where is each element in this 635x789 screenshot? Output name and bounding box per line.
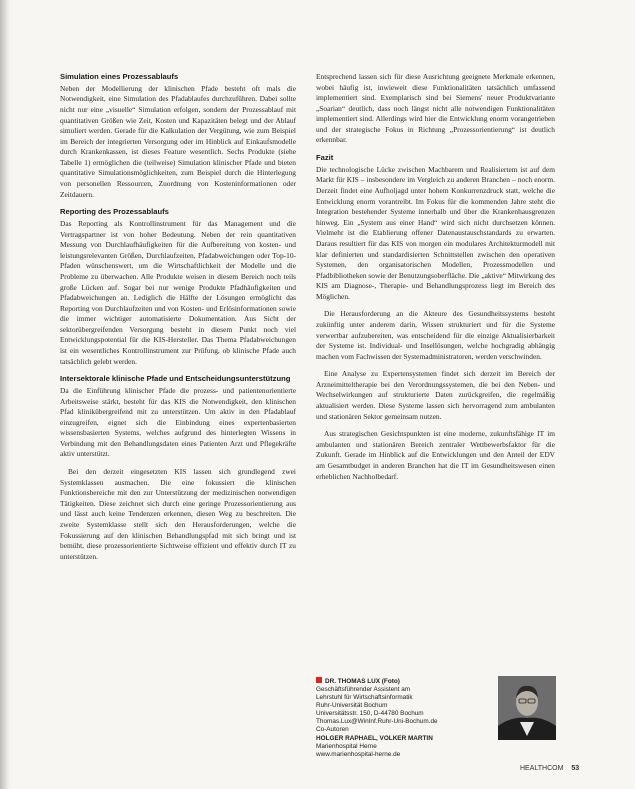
paragraph: Entsprechend lassen sich für diese Ausrichtung geeignete Merkmale erkennen, wobei häufig ist, inwieweit diese Funktionalitäten tatsächlich umfassend implementiert sind. Exemplarisch sind bei Siemens' neuer Produktvariante „Soarian“ deutlich, dass noch längst nicht alle notwendigen Funktionalitäten implementiert sind. Allerdings wird hier die Entwicklung enorm vorangetrieben und der strategische Fokus in Richtung „Prozessorientierung“ ist deutlich erkennbar.: [316, 72, 555, 145]
author-affiliation-line: Ruhr-Universität Bochum: [316, 702, 388, 709]
section-heading: Intersektorale klinische Pfade und Entscheidungsunterstützung: [60, 374, 291, 384]
author-affiliation-line: Geschäftsführender Assistent am: [316, 686, 411, 693]
coauthor-org: Marienhospital Herne: [316, 743, 377, 750]
coauthor-url: www.marienhospital-herne.de: [316, 751, 401, 758]
author-name: DR. THOMAS LUX (Foto): [325, 678, 400, 685]
paragraph: Neben der Modellierung der klinischen Pfade besteht oft mals die Notwendigkeit, eine Simulation des Pfadablaufes durchzuführen. Dabei sollte nicht nur eine „visuelle“ Simulation erfolgen, sondern der Prozessablauf mit quantitativen Größen wie Zeit, Kosten und Kapazitäten belegt und der Ablauf simuliert werden. Gerade für die Kalkulation der Vergütung, wie zum Beispiel im Bereich der integrierten Versorgung oder im Hinblick auf Einkaufsmodelle durch Krankenkassen, ist dieses Feature wesentlich. Sechs Produkte (siehe Tabelle 1) ermöglichen die (teilweise) Simulation klinischer Pfade und bieten quantitative Simulationsmöglichkeiten, zum Beispiel durch die Hinterlegung von personellen Ressourcen, Zuordnung von Kosteninformationen oder Zeitdauern.: [60, 83, 296, 199]
coauthor-intro: Co-Autoren: [316, 726, 349, 733]
section-heading: Fazit: [316, 153, 334, 163]
page-binding-shadow: [0, 0, 10, 789]
author-photo: [498, 676, 556, 740]
page-footer: [520, 765, 579, 772]
section-heading: Reporting des Prozessablaufs: [60, 207, 169, 217]
paragraph: Die technologische Lücke zwischen Machbarem und Realisiertem ist auf dem Markt für KIS – insbesondere im Vergleich zu anderen Branchen – noch enorm. Derzeit findet eine Aufholjagd unter hohem Konkurrenzdruck statt, welche die Entwicklung enorm vorantreibt. Im Fokus für die kommenden Jahre steht die Integration bestehender Systeme innerhalb und über die Krankenhausgrenzen hinweg. Ein „System aus einer Hand“ wird sich nicht durchsetzen können. Vielmehr ist die Etablierung offener Datenaustauschstandards zu erwarten. Daraus resultiert für das KIS von morgen ein modulares Architekturmodell mit klar definierten und standardisierten Schnittstellen zwischen den operativen Systemen, den organisatorischen Modellen, Prozessmodellen und Pfadbibliotheken sowie der Benutzungsoberfläche. Die „aktive“ Mitwirkung des KIS am Diagnose-, Therapie- und Behandlungsprozess liegt im Bereich des Möglichen.: [316, 164, 555, 301]
paragraph: Die Herausforderung an die Akteure des Gesundheitssystems besteht zukünftig unter anderem darin, Wissen strukturiert und für die Systeme verwertbar aufzubereiten, was entscheidend für die einzige Aktualisierbarkeit der Systeme ist. Individual- und Insellösungen, welche hochgradig abhängig machen vom Fachwissen der Systemadministratoren, werden verschwinden.: [316, 309, 555, 361]
right-column: [316, 72, 555, 489]
page-number: 53: [571, 765, 580, 772]
coauthor-names: HOLGER RAPHAEL, VOLKER MARTIN: [316, 735, 433, 742]
author-info: [316, 677, 476, 759]
magazine-name: HEALTHCOM: [520, 765, 564, 772]
paragraph: Das Reporting als Kontrollinstrument für das Management und die Vertragspartner ist von hoher Bedeutung. Neben der rein quantitativen Messung von Durchlaufhäufigkeiten für die Aufbereitung von kosten- und leistungsrelevanten Größen, Durchlaufzeiten, Pfadabweichungen oder Top-10-Pfaden wünschenswert, um die Wirtschaftlichkeit der Modelle und die Probleme zu überwachen. Alle Produkte weisen in diesem Bereich noch teils große Lücken auf. Sogar bei nur wenige Produkte Pfadhäufigkeiten und Pfadabweichungen an. Lediglich die Hälfte der Lösungen ermöglicht das Reporting von Durchlaufzeiten und von Kosten- und Erlösinformationen sowie die immer wichtiger automatisierte Dokumentation. Aus Sicht der sektorübergreifenden Versorgung besteht in diesem Punkt noch viel Entwicklungspotential für die KIS-Hersteller. Das Thema Pfadabweichungen ist ein wesentliches Kontrollinstrument zur Prüfung, ob klinische Pfade auch tatsächlich gelebt werden.: [60, 219, 296, 366]
paragraph: Da die Einführung klinischer Pfade die prozess- und patientenorientierte Arbeitsweise stärkt, besteht für das KIS die Notwendigkeit, den klinischen Pfad klinikübergreifend mit zu unterstützen. Um aktiv in den Pfadablauf einzugreifen, eignet sich die Einbindung eines expertenbasierten wissensbasierten Systems, welches aufgrund des hinterlegten Wissens in Verbindung mit den Behandlungsdaten eines Patienten Arzt und Pflegekräfte aktiv unterstützt.: [60, 385, 296, 459]
author-name-line: [316, 677, 476, 686]
left-column: [60, 72, 296, 569]
author-affiliation-line: Universitätsstr. 150, D-44780 Bochum: [316, 710, 424, 717]
paragraph: Eine Analyse zu Expertensystemen findet sich derzeit im Bereich der Arzneimitteltherapie bei den Verordnungssystemen, die bei den Neben- und Wechselwirkungen auf strukturierte Daten zurückgreifen, die regelmäßig aktualisiert werden. Diese Systeme lassen sich hervorragend zum ambulanten und stationären Sektor gemeinsam nutzen.: [316, 369, 555, 421]
section-heading: Simulation eines Prozessablaufs: [60, 72, 179, 81]
author-email: Thomas.Lux@WinInf.Ruhr-Uni-Bochum.de: [316, 718, 438, 725]
paragraph: Bei den derzeit eingesetzten KIS lassen sich grundlegend zwei Systemklassen ausmachen. Die eine fokussiert die klinischen Funktionsbereiche mit den zur Unterstützung der medizinischen notwendigen Tätigkeiten. Diese zeichnet sich durch eine geringe Prozessorientierung aus und lässt auch keine Tendenzen erkennen, diesen Weg zu beschreiten. Die zweite Systemklasse stellt sich den Herausforderungen, welche die Fokussierung auf den klinischen Behandlungspfad mit sich bringt und ist bemüht, diese prozessorientierte Sichtweise effizient und effektiv durch IT zu unterstützen.: [60, 467, 296, 561]
author-affiliation-line: Lehrstuhl für Wirtschaftsinformatik: [316, 694, 413, 701]
red-square-icon: [316, 677, 322, 683]
portrait-icon: [498, 676, 556, 740]
paragraph: Aus strategischen Gesichtspunkten ist eine moderne, zukunftsfähige IT im ambulanten und stationären Bereich zentraler Wettbewerbsfaktor für die Zukunft. Gerade im Hinblick auf die Entwicklungen und den Anteil der EDV am Gesamtbudget in anderen Branchen hat die IT im Gesundheitswesen einen erheblichen Nachholbedarf.: [316, 429, 555, 481]
